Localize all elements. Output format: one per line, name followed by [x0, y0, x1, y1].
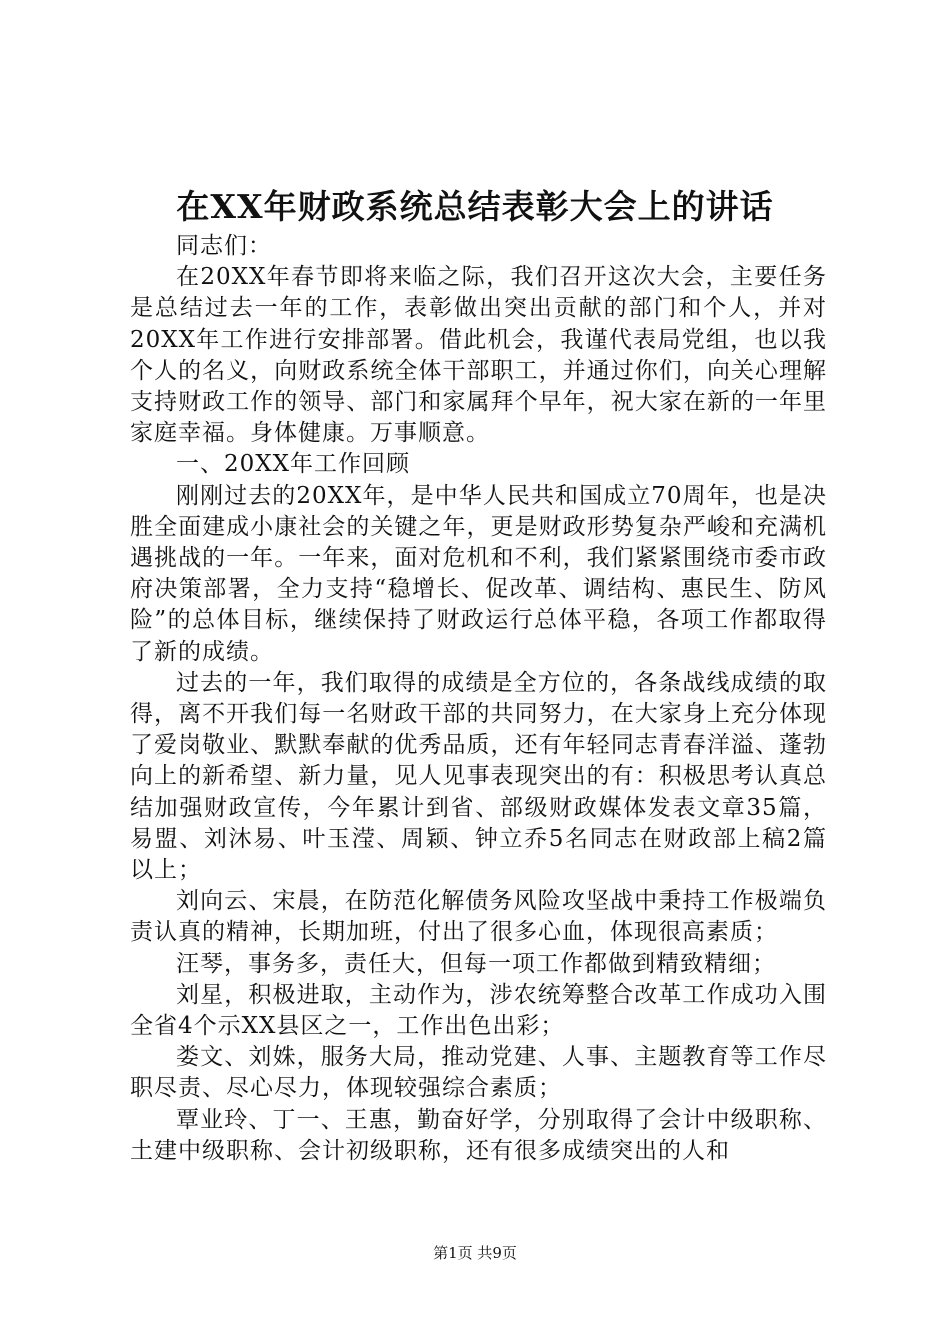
commendation-paragraph: 刘星，积极进取，主动作为，涉农统筹整合改革工作成功入围全省4个示XX县区之一，工作出色出彩； [130, 981, 827, 1040]
section-heading: 一、20XX年工作回顾 [176, 451, 411, 478]
commendation-paragraph: 刘向云、宋晨，在防范化解债务风险攻坚战中秉持工作极端负责认真的精神，长期加班，付出了很多心血，体现很高素质； [130, 888, 827, 946]
commendation-paragraph: 娄文、刘姝，服务大局，推动党建、人事、主题教育等工作尽职尽责、尽心尽力，体现较强综合素质； [130, 1044, 827, 1102]
commendation-paragraph: 汪琴，事务多，责任大，但每一项工作都做到精致精细； [176, 950, 776, 977]
intro-paragraph: 在20XX年春节即将来临之际，我们召开这次大会，主要任务是总结过去一年的工作，表彰做出突出贡献的部门和个人，并对20XX年工作进行安排部署。借此机会，我谨代表局党组，也以我个人的名义，向财政系统全体干部职工，并通过你们，向关心理解支持财政工作的领导、部门和家属拜个早年，祝大家在新的一年里家庭幸福。身体健康。万事顺意。 [130, 264, 827, 447]
document-body [130, 231, 827, 1167]
document-title: 在XX年财政系统总结表彰大会上的讲话 [176, 187, 774, 226]
salutation-paragraph: 同志们： [176, 233, 272, 259]
achievements-paragraph: 过去的一年，我们取得的成绩是全方位的，各条战线成绩的取得，离不开我们每一名财政干部的共同努力，在大家身上充分体现了爱岗敬业、默默奉献的优秀品质，还有年轻同志青春洋溢、蓬勃向上的新希望、新力量，见人见事表现突出的有：积极思考认真总结加强财政宣传，今年累计到省、部级财政媒体发表文章35篇，易盟、刘沐易、叶玉滢、周颖、钟立乔5名同志在财政部上稿2篇以上； [130, 669, 827, 884]
commendation-paragraph: 覃业玲、丁一、王惠，勤奋好学，分别取得了会计中级职称、土建中级职称、会计初级职称，还有很多成绩突出的人和 [130, 1106, 827, 1164]
review-paragraph: 刚刚过去的20XX年，是中华人民共和国成立70周年，也是决胜全面建成小康社会的关键之年，更是财政形势复杂严峻和充满机遇挑战的一年。一年来，面对危机和不利，我们紧紧围绕市委市政府决策部署，全力支持“稳增长、促改革、调结构、惠民生、防风险”的总体目标，继续保持了财政运行总体平稳，各项工作都取得了新的成绩。 [130, 482, 827, 665]
page-number-footer: 第1页 共9页 [433, 1244, 517, 1262]
